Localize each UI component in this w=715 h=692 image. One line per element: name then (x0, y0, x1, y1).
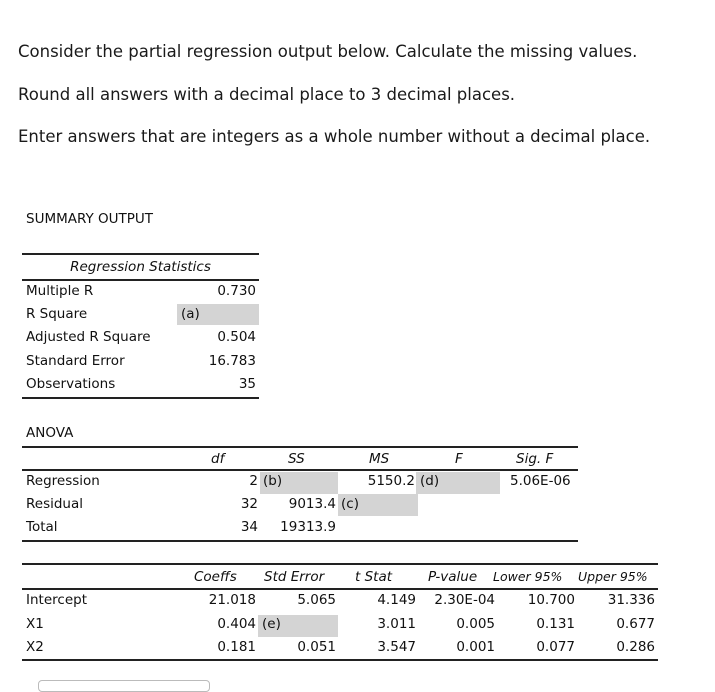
coef-lower-x2: 0.077 (536, 639, 575, 655)
coef-p-x2: 0.001 (456, 639, 495, 655)
anova-ss-regression: (b) (263, 473, 283, 489)
table-rule (22, 588, 658, 590)
stat-value-adjusted-r-square: 0.504 (217, 329, 256, 345)
coef-se-intercept: 5.065 (297, 592, 336, 608)
coef-label-intercept: Intercept (26, 592, 87, 608)
coef-label-x1: X1 (26, 616, 44, 632)
coef-label-x2: X2 (26, 639, 44, 655)
anova-header-f: F (455, 451, 463, 467)
stat-label-observations: Observations (26, 376, 116, 392)
coef-coeff-x1: 0.404 (217, 616, 256, 632)
anova-header-ss: SS (288, 451, 305, 467)
coef-upper-intercept: 31.336 (607, 592, 655, 608)
summary-title: SUMMARY OUTPUT (26, 211, 154, 227)
table-rule (22, 563, 658, 565)
instruction-3: Enter answers that are integers as a whole number without a decimal place. (18, 127, 651, 146)
coef-p-x1: 0.005 (456, 616, 495, 632)
anova-ss-residual: 9013.4 (288, 496, 336, 512)
coef-coeff-x2: 0.181 (217, 639, 256, 655)
coef-upper-x2: 0.286 (616, 639, 655, 655)
anova-title: ANOVA (26, 425, 74, 441)
coef-upper-x1: 0.677 (616, 616, 655, 632)
anova-ss-total: 19313.9 (280, 519, 336, 535)
anova-df-total: 34 (240, 519, 258, 535)
table-rule (22, 659, 658, 661)
table-rule (22, 397, 259, 399)
anova-f-regression: (d) (420, 473, 440, 489)
coef-lower-x1: 0.131 (536, 616, 575, 632)
coef-header-lower-95: Lower 95% (493, 569, 563, 584)
instruction-1: Consider the partial regression output below. Calculate the missing values. (18, 42, 638, 61)
anova-header-ms: MS (369, 451, 390, 467)
anova-df-residual: 32 (240, 496, 258, 512)
regression-statistics-header: Regression Statistics (70, 259, 211, 275)
instruction-2: Round all answers with a decimal place to 3 decimal places. (18, 85, 516, 104)
anova-label-residual: Residual (26, 496, 84, 512)
stat-value-multiple-r: 0.730 (217, 283, 256, 299)
answer-input-partial[interactable] (38, 680, 210, 692)
anova-label-total: Total (26, 519, 58, 535)
coef-p-intercept: 2.30E-04 (434, 592, 495, 608)
stat-label-multiple-r: Multiple R (26, 283, 94, 299)
table-rule (22, 540, 578, 542)
coef-header-coeffs: Coeffs (194, 569, 237, 585)
table-rule (22, 253, 259, 255)
coef-t-x1: 3.011 (377, 616, 416, 632)
anova-label-regression: Regression (26, 473, 100, 489)
anova-df-regression: 2 (249, 473, 258, 489)
coef-t-intercept: 4.149 (377, 592, 416, 608)
coef-se-x2: 0.051 (297, 639, 336, 655)
table-rule (22, 469, 578, 471)
anova-header-sig-f: Sig. F (516, 451, 554, 467)
stat-label-r-square: R Square (26, 306, 88, 322)
table-rule (22, 446, 578, 448)
anova-sig-regression: 5.06E-06 (510, 473, 571, 489)
coef-coeff-intercept: 21.018 (208, 592, 256, 608)
coef-lower-intercept: 10.700 (527, 592, 575, 608)
coef-header-std-error: Std Error (264, 569, 325, 585)
table-rule (22, 279, 259, 281)
coef-t-x2: 3.547 (377, 639, 416, 655)
coef-header-t-stat: t Stat (355, 569, 393, 585)
coef-header-p-value: P-value (428, 569, 478, 585)
stat-value-standard-error: 16.783 (208, 353, 256, 369)
stat-label-adjusted-r-square: Adjusted R Square (26, 329, 151, 345)
stat-label-standard-error: Standard Error (26, 353, 125, 369)
anova-ms-residual: (c) (341, 496, 359, 512)
anova-ms-regression: 5150.2 (367, 473, 415, 489)
stat-value-observations: 35 (238, 376, 256, 392)
anova-header-df: df (211, 451, 225, 467)
stat-value-r-square: (a) (181, 306, 200, 322)
coef-se-x1: (e) (262, 616, 281, 632)
coef-header-upper-95: Upper 95% (578, 569, 648, 584)
